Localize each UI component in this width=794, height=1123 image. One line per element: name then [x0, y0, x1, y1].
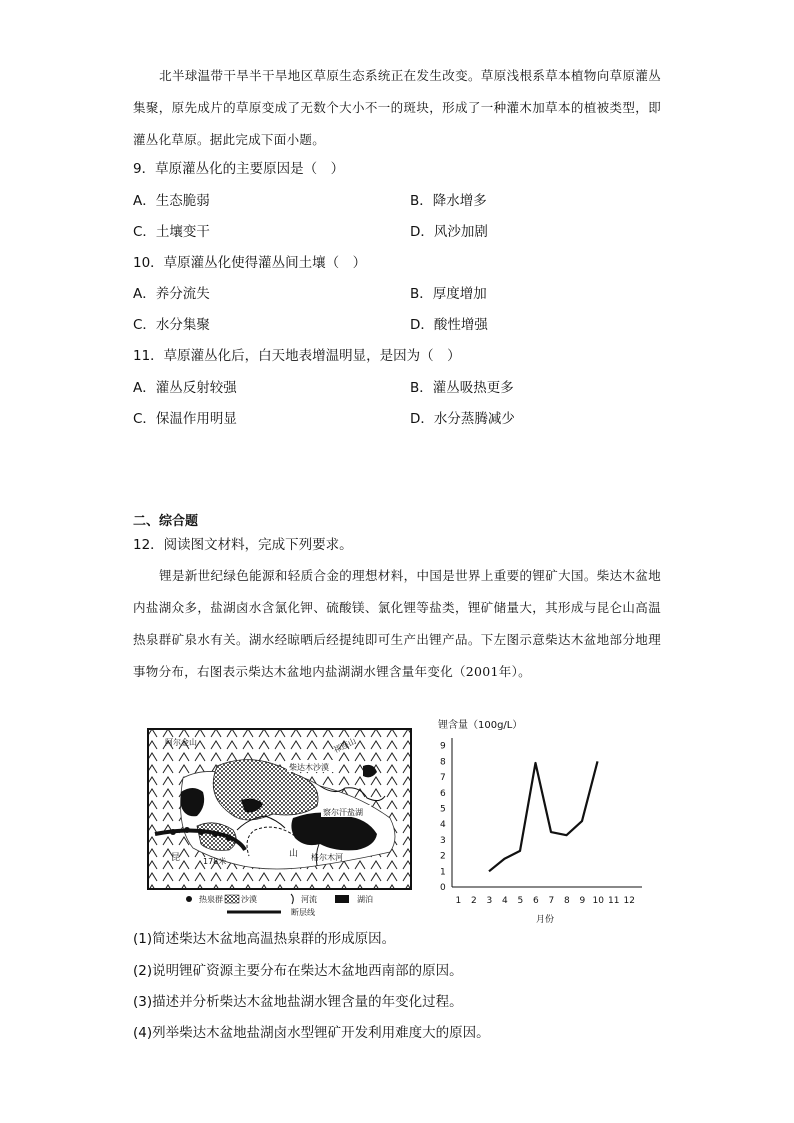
- y-tick-label: 1: [440, 867, 446, 878]
- label-temp: 178米: [203, 857, 227, 866]
- question-9-option-a[interactable]: A．生态脆弱: [133, 193, 210, 209]
- passage-intro: 北半球温带干旱半干旱地区草原生态系统正在发生改变。草原浅根系草本植物向草原灌丛集聚，原先成片的草原变成了无数个大小不一的斑块，形成了一种灌木加草本的植被类型，即灌丛化草原。据此完成下面小题。: [133, 68, 661, 147]
- subquestion-4: (4)列举柴达木盆地盐湖卤水型锂矿开发利用难度大的原因。: [133, 1025, 490, 1041]
- legend-river-icon: [291, 894, 293, 904]
- hot-spring: [198, 829, 204, 835]
- y-tick-label: 0: [440, 883, 446, 893]
- legend-lake: 湖泊: [357, 895, 373, 904]
- question-11-stem: 11．草原灌丛化后，白天地表增温明显，是因为（ ）: [133, 348, 461, 364]
- question-10-option-b[interactable]: B．厚度增加: [410, 286, 487, 302]
- section-heading: 二、综合题: [133, 514, 199, 529]
- x-tick-label: 7: [548, 896, 555, 906]
- question-12-stem: 12．阅读图文材料，完成下列要求。: [133, 537, 353, 553]
- question-9-stem: 9．草原灌丛化的主要原因是（ ）: [133, 161, 345, 177]
- legend-desert: 沙漠: [241, 895, 257, 904]
- y-tick-label: 5: [440, 804, 446, 815]
- label-kun: 昆: [171, 853, 181, 863]
- label-qilian: 祁连山: [332, 736, 358, 755]
- x-tick-label: 11: [608, 896, 620, 906]
- x-tick-label: 12: [623, 896, 635, 906]
- y-tick-label: 3: [440, 835, 446, 846]
- x-axis-label: 月份: [536, 915, 555, 925]
- question-9-option-c[interactable]: C．土壤变干: [133, 224, 210, 240]
- hot-spring: [184, 827, 190, 833]
- hot-spring: [226, 835, 232, 841]
- question-10-option-c[interactable]: C．水分集聚: [133, 317, 210, 333]
- legend-desert-icon: [225, 895, 239, 903]
- x-tick-label: 8: [564, 896, 570, 906]
- label-desert: 柴达木沙漠: [289, 763, 329, 772]
- x-tick-label: 10: [592, 896, 604, 906]
- subquestion-3: (3)描述并分析柴达木盆地盐湖水锂含量的年变化过程。: [133, 994, 463, 1010]
- label-lake: 察尔汗盐湖: [323, 808, 363, 817]
- x-tick-label: 2: [471, 896, 477, 906]
- chart-title: 锂含量（100g/L）: [438, 720, 523, 731]
- y-tick-label: 4: [440, 820, 446, 831]
- x-tick-label: 3: [486, 896, 493, 906]
- subquestion-2: (2)说明锂矿资源主要分布在柴达木盆地西南部的原因。: [133, 963, 463, 979]
- subquestion-1: (1)简述柴达木盆地高温热泉群的形成原因。: [133, 931, 396, 947]
- hot-spring: [170, 829, 176, 835]
- label-aerjin: 阿尔金山: [165, 738, 197, 747]
- question-10-option-d[interactable]: D．酸性增强: [410, 317, 488, 333]
- y-tick-label: 8: [440, 757, 446, 768]
- question-9-option-d[interactable]: D．风沙加剧: [410, 224, 488, 240]
- question-11-option-b[interactable]: B．灌丛吸热更多: [410, 380, 514, 396]
- legend-fault: 断层线: [291, 908, 315, 917]
- question-9-option-b[interactable]: B．降水增多: [410, 193, 487, 209]
- x-tick-label: 1: [455, 896, 462, 906]
- qaidam-map: [145, 726, 417, 922]
- question-10-option-a[interactable]: A．养分流失: [133, 286, 210, 302]
- question-11-option-a[interactable]: A．灌丛反射较强: [133, 380, 237, 396]
- question-11-option-d[interactable]: D．水分蒸腾减少: [410, 411, 515, 427]
- legend-hotspring-icon: [186, 896, 192, 902]
- y-tick-label: 6: [440, 788, 446, 799]
- y-tick-label: 9: [440, 741, 446, 752]
- x-tick-label: 9: [579, 896, 586, 906]
- y-tick-label: 7: [440, 773, 446, 784]
- x-tick-label: 6: [533, 896, 539, 906]
- question-12-passage: 锂是新世纪绿色能源和轻质合金的理想材料，中国是世界上重要的锂矿大国。柴达木盆地内盐湖众多，盐湖卤水含氯化钾、硫酸镁、氯化锂等盐类，锂矿储量大，其形成与昆仑山高温热泉群矿泉水有关。湖水经晾晒后经提纯即可生产出锂产品。下左图示意柴达木盆地部分地理事物分布，右图表示柴达木盆地内盐湖湖水锂含量年变化（2001年）。: [133, 568, 661, 679]
- question-10-stem: 10．草原灌丛化使得灌丛间土壤（ ）: [133, 255, 367, 271]
- question-11-option-c[interactable]: C．保温作用明显: [133, 411, 237, 427]
- label-shan: 山: [289, 849, 299, 859]
- x-tick-label: 4: [502, 896, 508, 906]
- legend-river: 河流: [301, 895, 317, 904]
- hot-spring: [212, 831, 218, 837]
- x-tick-label: 5: [517, 896, 524, 906]
- label-golmud: 格尔木河: [311, 853, 343, 862]
- y-tick-label: 2: [440, 851, 446, 862]
- legend-lake-icon: [335, 895, 349, 903]
- lithium-series-line: [489, 761, 598, 871]
- legend-hotspring: 热泉群: [199, 895, 223, 904]
- lithium-chart: [420, 712, 650, 927]
